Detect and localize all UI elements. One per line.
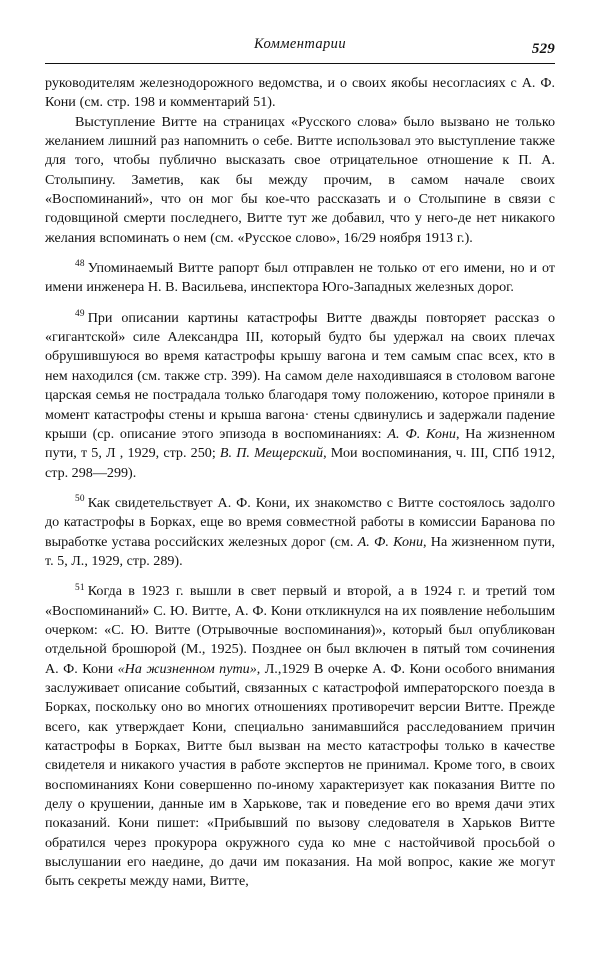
note-number: 49: [75, 309, 85, 320]
note-number: 50: [75, 494, 85, 505]
continued-paragraph: руководителям железнодорожного ведомства, и о своих якобы несогласиях с А. Ф. Кони (см. стр. 198 и комментарий 51).: [45, 75, 555, 111]
commentary-note: [45, 483, 555, 571]
running-head-title: Комментарии: [254, 36, 346, 52]
commentary-note: [45, 248, 555, 298]
note-text: Когда в 1923 г. вышли в свет первый и второй, а в 1924 г. и третий том «Воспоминаний» С. Ю. Витте, А. Ф. Кони откликнулся на их появление небольшим очерком: «С. Ю. Витте (Отрывочные воспоминания)», который был опубликован отдельной брошюрой (М., 1925). Позднее он был включен в пятый том сочинения А. Ф. Кони: [45, 583, 555, 677]
note-text: , Мои воспоминания, ч. III, СПб 1912, стр. 298—299).: [45, 445, 555, 481]
note-text: При описании картины катастрофы Витте дважды повторяет рассказ о «гигантской» силе Александра III, который будто бы удержал на своих плечах обрушившуюся во время катастрофы крышу вагона и тем самым спас всех, кто в нем находился (см. также стр. 399). На самом деле находившаяся в столовом вагоне царская семья не пострадала только благодаря тому положению, которое приняли в момент катастрофы стены и крыша вагона· стены сдвинулись и задержали падение крыши (ср. описание этого эпизода в воспоминаниях:: [45, 309, 555, 442]
note-citation-name: «На жизненном пути»: [117, 660, 257, 677]
note-citation-name: А. Ф. Кони: [387, 425, 456, 442]
running-head: [45, 36, 555, 58]
commentary-note: [45, 298, 555, 483]
note-text: , Л.,1929 В очерке А. Ф. Кони особого внимания заслуживает описание событий, связанных с катастрофой императорского поезда в Борках, поскольку оно во многих отношениях противоречит версии Витте. Прежде всего, как утверждает Кони, специально занимавшийся расследованием причин катастрофы в Борках, Витте был вызван на место катастрофы только в качестве свидетеля и никакого участия в работе экспертов не принимал. Кроме того, в своих воспоминаниях Кони совершенно по-иному характеризует как показания Витте по делу о крушении, данные им в Харькове, так и поведение его во время дачи этих показаний. Кони пишет: «Прибывший по вызову следователя в Харьков Витте обратился через прокурора окружного суда ко мне с настойчивой просьбой о выслушании его наедине, до дачи им показания. На мой вопрос, какие же могут быть секреты между нами, Витте,: [45, 660, 555, 890]
notes-list: [45, 248, 555, 892]
note-citation-name: А. Ф. Кони: [357, 533, 424, 550]
header-rule: [45, 63, 555, 64]
note-text: Как свидетельствует А. Ф. Кони, их знакомство с Витте состоялось задолго до катастрофы в Борках, еще во время совместной работы в комиссии Баранова по выработке устава российских железных дорог (см.: [45, 494, 555, 550]
commentary-note: [45, 571, 555, 892]
text-block: [45, 74, 555, 892]
paragraph-witte-speech: Выступление Витте на страницах «Русского слова» было вызвано не только желанием лишний раз напомнить о себе. Витте использовал это выступление также для того, чтобы публично высказать свое отрицательное отношение к П. А. Столыпину. Заметив, как бы между прочим, в самом начале своих «Воспоминаний», что он мог бы кое-что рассказать и о Столыпине в связи с годовщиной смерти последнего, Витте тут же добавил, что у него-де нет никакого желания вспоминать о нем (см. «Русское слово», 16/29 ноября 1913 г.).: [45, 113, 555, 246]
note-number: 51: [75, 582, 85, 593]
page-number: 529: [531, 41, 555, 57]
note-text: Упоминаемый Витте рапорт был отправлен не только от его имени, но и от имени инженера Н. В. Васильева, инспектора Юго-Западных железных дорог.: [45, 260, 555, 296]
note-citation-name: В. П. Мещерский: [219, 445, 324, 462]
note-text: , На жизненном пути, т 5, Л , 1929, стр. 250;: [45, 425, 555, 462]
note-text: , На жизненном пути, т. 5, Л., 1929, стр. 289).: [45, 533, 555, 569]
note-number: 48: [75, 259, 85, 270]
